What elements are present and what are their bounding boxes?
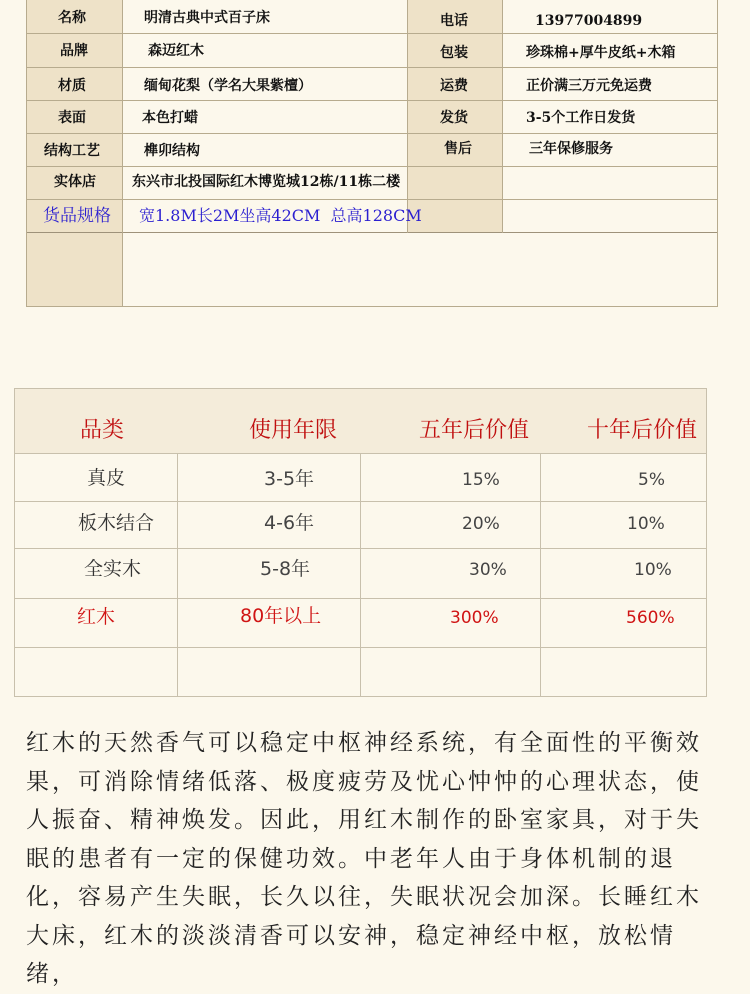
value-structure: 榫卯结构 bbox=[144, 143, 200, 159]
cell-ten: 10% bbox=[634, 560, 672, 580]
cell-ten: 560% bbox=[626, 608, 675, 628]
cell-years: 5-8年 bbox=[260, 558, 311, 580]
value-size: 宽1.8M长2M坐高42CM 总高128CM bbox=[139, 206, 422, 225]
value-brand: 森迈红木 bbox=[148, 43, 204, 59]
cell-years: 80年以上 bbox=[240, 605, 322, 627]
label-package: 包装 bbox=[440, 45, 468, 61]
cell-category: 真皮 bbox=[87, 467, 126, 489]
cell-years: 4-6年 bbox=[264, 512, 315, 534]
product-spec-table bbox=[0, 0, 750, 310]
cell-five: 300% bbox=[450, 608, 499, 628]
label-name: 名称 bbox=[58, 10, 86, 26]
label-shipping: 运费 bbox=[440, 78, 468, 94]
value-aftersale: 三年保修服务 bbox=[529, 141, 613, 157]
value-package: 珍珠棉+厚牛皮纸+木箱 bbox=[526, 45, 676, 61]
value-dispatch: 3-5个工作日发货 bbox=[526, 110, 636, 126]
label-brand: 品牌 bbox=[60, 43, 88, 59]
body-paragraph: 红木的天然香气可以稳定中枢神经系统，有全面性的平衡效果，可消除情绪低落、极度疲劳及忧心忡忡的心理状态，使人振奋、精神焕发。因此，用红木制作的卧室家具，对于失眠的患者有一定的保健功效。中老年人由于身体机制的退化，容易产生失眠，长久以往，失眠状况会加深。长睡红木大床，红木的淡淡清香可以安神，稳定神经中枢，放松情绪， bbox=[26, 730, 702, 987]
label-structure: 结构工艺 bbox=[44, 143, 100, 159]
label-phone: 电话 bbox=[440, 13, 468, 29]
cell-category: 红木 bbox=[77, 606, 116, 628]
header-category: 品类 bbox=[80, 418, 125, 443]
label-dispatch: 发货 bbox=[440, 110, 468, 126]
value-name: 明清古典中式百子床 bbox=[144, 10, 270, 26]
value-store: 东兴市北投国际红木博览城12栋/11栋二楼 bbox=[132, 174, 401, 190]
value-comparison-table bbox=[0, 388, 750, 700]
cell-years: 3-5年 bbox=[264, 468, 315, 490]
cell-category: 全实木 bbox=[84, 558, 142, 580]
cell-category: 板木结合 bbox=[78, 512, 155, 534]
label-size: 货品规格 bbox=[43, 206, 111, 226]
cell-ten: 5% bbox=[638, 470, 665, 490]
label-aftersale: 售后 bbox=[444, 141, 472, 157]
value-phone: 13977004899 bbox=[535, 13, 643, 29]
value-surface: 本色打蜡 bbox=[142, 110, 198, 126]
cell-five: 20% bbox=[462, 514, 500, 534]
header-five-year: 五年后价值 bbox=[419, 418, 530, 443]
cell-ten: 10% bbox=[627, 514, 665, 534]
value-material: 缅甸花梨（学名大果紫檀） bbox=[144, 78, 312, 94]
cell-five: 15% bbox=[462, 470, 500, 490]
label-surface: 表面 bbox=[58, 110, 86, 126]
label-store: 实体店 bbox=[54, 174, 96, 190]
header-ten-year: 十年后价值 bbox=[587, 418, 698, 443]
label-material: 材质 bbox=[58, 78, 86, 94]
value-shipping: 正价满三万元免运费 bbox=[526, 78, 652, 94]
header-lifespan: 使用年限 bbox=[249, 418, 338, 443]
cell-five: 30% bbox=[469, 560, 507, 580]
